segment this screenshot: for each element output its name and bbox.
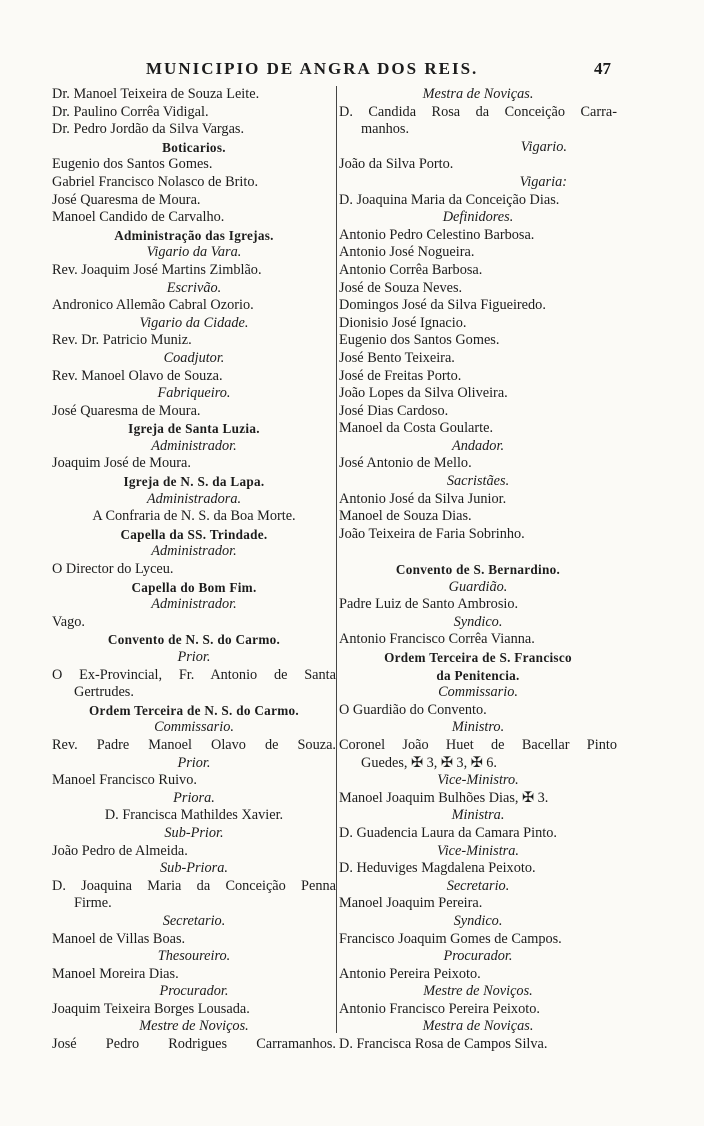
entry-line: Rev. Manoel Olavo de Souza. xyxy=(52,367,223,384)
role-title: Mestra de Noviças. xyxy=(422,86,534,102)
entry-line: Dr. Paulino Corrêa Vidigal. xyxy=(52,103,209,120)
entry-line: Antonio José Nogueira. xyxy=(339,244,475,261)
section-heading: Convento de S. Bernardino. xyxy=(395,562,561,578)
entry-line: Dionisio José Ignacio. xyxy=(339,314,467,331)
entry-line: Rev. Padre Manoel Olavo de Souza. xyxy=(52,736,336,753)
entry-line: Antonio José da Silva Junior. xyxy=(339,490,507,507)
role-title: Fabriqueiro. xyxy=(157,385,231,402)
section-heading: Convento de N. S. do Carmo. xyxy=(107,632,281,648)
entry-line: O Ex-Provincial, Fr. Antonio de Santa xyxy=(52,666,336,683)
entry-line: Manoel Francisco Ruivo. xyxy=(52,772,197,789)
role-title: Guardião. xyxy=(448,578,508,595)
entry-line: Manoel de Souza Dias. xyxy=(339,508,472,525)
role-title: Priora. xyxy=(173,789,215,806)
entry-continuation: Guedes, ✠ 3, ✠ 3, ✠ 6. xyxy=(361,754,498,771)
entry-line: João da Silva Porto. xyxy=(339,156,454,173)
role-title: Syndico. xyxy=(453,613,503,630)
role-title: Administrador. xyxy=(151,437,237,454)
role-title: Administradora. xyxy=(146,490,242,507)
entry-line: Antonio Francisco Pereira Peixoto. xyxy=(339,1000,540,1017)
role-title: Mestra de Noviças. xyxy=(422,1018,534,1035)
entry-line: O Director do Lyceu. xyxy=(52,561,174,578)
role-title: Ministra. xyxy=(451,807,505,824)
role-title: Administrador. xyxy=(151,543,237,560)
entry-line xyxy=(339,543,617,561)
entry-line: José Bento Teixeira. xyxy=(339,349,455,366)
role-title: Mestre de Noviços. xyxy=(423,983,533,1000)
entry-continuation: manhos. xyxy=(361,121,410,138)
section-heading: Capella da SS. Trindade. xyxy=(120,526,268,542)
entry-line: Joaquim José de Moura. xyxy=(52,455,191,472)
entry-line: D. Francisca Rosa de Campos Silva. xyxy=(339,1036,548,1053)
entry-line: Domingos José da Silva Figueiredo. xyxy=(339,297,546,314)
entry-line: Eugenio dos Santos Gomes. xyxy=(52,156,213,173)
role-title: Vigaria: xyxy=(519,173,567,190)
role-title: Sub-Priora. xyxy=(160,860,228,877)
entry-line: Dr. Pedro Jordão da Silva Vargas. xyxy=(52,121,245,138)
role-title: Secretario. xyxy=(162,912,226,929)
role-title: Prior. xyxy=(177,649,211,665)
section-heading: da Penitencia. xyxy=(436,667,520,683)
entry-line: João Lopes da Silva Oliveira. xyxy=(339,385,508,402)
entry-line: José de Freitas Porto. xyxy=(339,367,462,384)
section-heading: Administração das Igrejas. xyxy=(114,227,274,243)
entry-line: Manoel Moreira Dias. xyxy=(52,965,179,982)
role-title: Sub-Prior. xyxy=(164,824,224,841)
entry-line: Manoel da Costa Goularte. xyxy=(339,420,494,437)
entry-line: João Teixeira de Faria Sobrinho. xyxy=(339,525,525,542)
entry-line: D. Joaquina Maria da Conceição Penna xyxy=(52,877,336,894)
entry-line: José Quaresma de Moura. xyxy=(52,191,201,208)
role-title: Coadjutor. xyxy=(163,349,225,366)
entry-line: Gabriel Francisco Nolasco de Brito. xyxy=(52,173,259,190)
entry-continuation: Gertrudes. xyxy=(74,684,134,701)
role-title: Mestre de Noviços. xyxy=(139,1018,249,1035)
entry-line: Coronel João Huet de Bacellar Pinto xyxy=(339,736,617,753)
left-column xyxy=(52,86,336,1054)
role-title: Escrivão. xyxy=(166,279,222,296)
entry-line: Manoel Joaquim Bulhões Dias, ✠ 3. xyxy=(339,789,549,806)
section-heading: Boticarios. xyxy=(162,139,226,155)
entry-line: João Pedro de Almeida. xyxy=(52,842,188,859)
entry-line: Joaquim Teixeira Borges Lousada. xyxy=(52,1000,250,1017)
section-heading: Ordem Terceira de S. Francisco xyxy=(384,650,572,665)
role-title: Commissario. xyxy=(154,719,234,736)
entry-line: Manoel Joaquim Pereira. xyxy=(339,895,483,912)
page-header xyxy=(0,59,704,85)
role-title: Procurador. xyxy=(159,983,229,1000)
role-title: Administrador. xyxy=(151,596,237,613)
page-number: 47 xyxy=(594,59,611,78)
role-title: Commissario. xyxy=(438,684,518,701)
entry-line: José de Souza Neves. xyxy=(339,279,463,296)
column-divider xyxy=(336,86,337,1033)
entry-line: D. Joaquina Maria da Conceição Dias. xyxy=(339,191,560,208)
entry-line: A Confraria de N. S. da Boa Morte. xyxy=(92,508,296,525)
role-title: Prior. xyxy=(177,754,211,771)
entry-line: Andronico Allemão Cabral Ozorio. xyxy=(52,297,254,314)
page-title: MUNICIPIO DE ANGRA DOS REIS. xyxy=(146,59,479,78)
role-title: Vigario. xyxy=(520,138,567,155)
role-title: Vigario da Cidade. xyxy=(139,314,249,331)
section-heading: Capella do Bom Fim. xyxy=(131,579,257,595)
role-title: Definidores. xyxy=(442,209,514,226)
role-title: Thesoureiro. xyxy=(157,948,231,965)
entry-line: Rev. Dr. Patricio Muniz. xyxy=(52,332,192,349)
section-heading: Igreja de Santa Luzia. xyxy=(128,421,260,437)
entry-line: D. Guadencia Laura da Camara Pinto. xyxy=(339,824,557,841)
entry-line: José Pedro Rodrigues Carramanhos. xyxy=(52,1036,336,1053)
role-title: Andador. xyxy=(451,437,505,454)
role-title: Vice-Ministra. xyxy=(437,842,519,859)
role-title: Vice-Ministro. xyxy=(437,772,519,789)
entry-line: Antonio Pereira Peixoto. xyxy=(339,965,481,982)
entry-line: Manoel de Villas Boas. xyxy=(52,930,186,947)
entry-line: O Guardião do Convento. xyxy=(339,701,487,718)
entry-continuation: Firme. xyxy=(74,895,112,912)
right-column xyxy=(339,86,617,1054)
entry-line: Antonio Francisco Corrêa Vianna. xyxy=(339,631,535,648)
entry-line: Rev. Joaquim José Martins Zimblão. xyxy=(52,261,262,278)
entry-line: José Antonio de Mello. xyxy=(339,455,472,472)
role-title: Procurador. xyxy=(443,948,513,965)
role-title: Secretario. xyxy=(446,877,510,894)
role-title: Vigario da Vara. xyxy=(146,244,242,261)
entry-line: Antonio Corrêa Barbosa. xyxy=(339,261,483,278)
entry-line: D. Francisca Mathildes Xavier. xyxy=(104,807,284,824)
entry-line: Vago. xyxy=(52,613,85,630)
entry-line: D. Heduviges Magdalena Peixoto. xyxy=(339,860,536,877)
entry-line: Antonio Pedro Celestino Barbosa. xyxy=(339,226,535,243)
entry-line: Francisco Joaquim Gomes de Campos. xyxy=(339,930,562,947)
entry-line: José Dias Cardoso. xyxy=(339,402,449,419)
entry-line: Padre Luiz de Santo Ambrosio. xyxy=(339,596,519,613)
entry-line: Eugenio dos Santos Gomes. xyxy=(339,332,500,349)
entry-line: Manoel Candido de Carvalho. xyxy=(52,209,225,226)
section-heading: Ordem Terceira de N. S. do Carmo. xyxy=(88,702,299,718)
section-heading: Igreja de N. S. da Lapa. xyxy=(123,474,265,490)
role-title: Sacristães. xyxy=(446,473,510,490)
role-title: Ministro. xyxy=(451,719,505,736)
entry-line: D. Candida Rosa da Conceição Carra- xyxy=(339,103,617,120)
entry-line: José Quaresma de Moura. xyxy=(52,402,201,419)
entry-line: Dr. Manoel Teixeira de Souza Leite. xyxy=(52,86,260,102)
role-title: Syndico. xyxy=(453,912,503,929)
